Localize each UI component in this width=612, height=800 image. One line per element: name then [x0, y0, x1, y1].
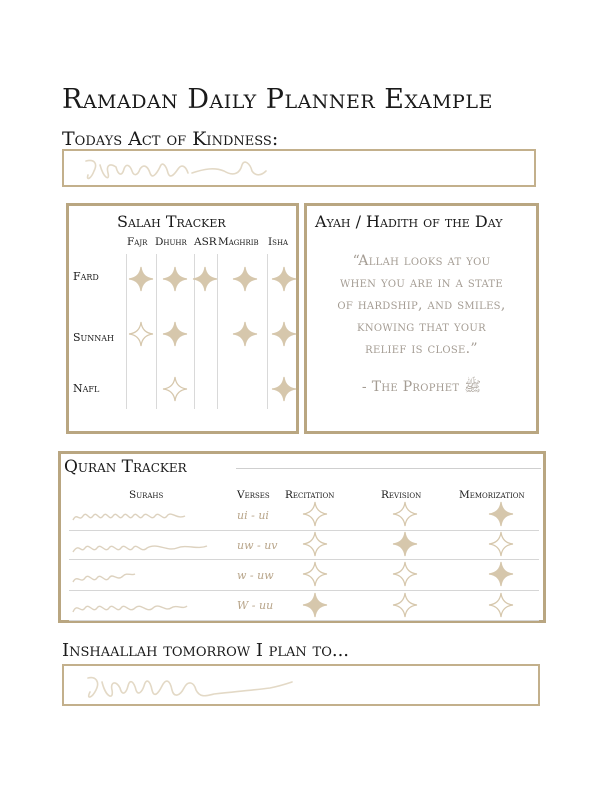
- quote-line: when you are in a state: [339, 275, 504, 291]
- ayah-hadith-panel: [304, 203, 539, 434]
- prayer-fajr-label: Fajr: [127, 236, 148, 248]
- salah-sparkle-icon[interactable]: [162, 321, 188, 347]
- salah-sparkle-icon[interactable]: [128, 266, 154, 292]
- quran-tracker-title: Quran Tracker: [64, 457, 187, 477]
- page-title: Ramadan Daily Planner Example: [62, 84, 493, 115]
- memorization-sparkle-icon[interactable]: [488, 531, 514, 557]
- salah-sparkle-icon[interactable]: [192, 266, 218, 292]
- recitation-sparkle-icon[interactable]: [302, 561, 328, 587]
- col-recitation-header: Recitation: [285, 489, 335, 501]
- memorization-sparkle-icon[interactable]: [488, 501, 514, 527]
- handwriting-scribble: [64, 151, 538, 189]
- kindness-label: Todays Act of Kindness:: [62, 128, 279, 150]
- prayer-isha-label: Isha: [268, 236, 289, 248]
- revision-sparkle-icon[interactable]: [392, 561, 418, 587]
- salah-sparkle-icon[interactable]: [271, 266, 297, 292]
- column-divider: [156, 254, 157, 409]
- salah-row-fard-label: Fard: [73, 270, 99, 283]
- quote-line: “Allah looks at you: [352, 253, 491, 269]
- verse-range: uw - uv: [237, 539, 278, 552]
- salah-tracker-panel: [66, 203, 299, 434]
- verse-range: ui - ui: [237, 509, 269, 522]
- prayer-maghrib-label: Maghrib: [218, 236, 259, 248]
- salah-tracker-title: Salah Tracker: [117, 212, 226, 231]
- recitation-sparkle-icon[interactable]: [302, 592, 328, 618]
- salah-sparkle-icon[interactable]: [232, 321, 258, 347]
- revision-sparkle-icon[interactable]: [392, 531, 418, 557]
- salah-sparkle-icon[interactable]: [232, 266, 258, 292]
- quote-line: relief is close.”: [365, 341, 478, 357]
- verse-range: W - uu: [237, 599, 274, 612]
- salah-sparkle-icon[interactable]: [162, 266, 188, 292]
- salah-sparkle-icon[interactable]: [271, 321, 297, 347]
- plan-label: Inshaallah tomorrow I plan to...: [62, 640, 350, 661]
- column-divider: [126, 254, 127, 409]
- recitation-sparkle-icon[interactable]: [302, 501, 328, 527]
- memorization-sparkle-icon[interactable]: [488, 561, 514, 587]
- quran-tracker-panel: [58, 451, 546, 623]
- verse-range: w - uw: [237, 569, 274, 582]
- ayah-hadith-title: Ayah / Hadith of the Day: [315, 212, 503, 231]
- col-surahs-header: Surahs: [129, 489, 164, 501]
- salah-sparkle-icon[interactable]: [162, 376, 188, 402]
- plan-write-box[interactable]: [62, 664, 540, 706]
- quote-line: knowing that your: [357, 319, 486, 335]
- memorization-sparkle-icon[interactable]: [488, 592, 514, 618]
- kindness-write-box[interactable]: [62, 149, 536, 187]
- salah-sparkle-icon[interactable]: [128, 321, 154, 347]
- revision-sparkle-icon[interactable]: [392, 592, 418, 618]
- salah-sparkle-icon[interactable]: [271, 376, 297, 402]
- quote-line: of hardship, and smiles,: [337, 297, 506, 313]
- salah-row-nafl-label: Nafl: [73, 382, 100, 395]
- col-revision-header: Revision: [381, 489, 422, 501]
- revision-sparkle-icon[interactable]: [392, 501, 418, 527]
- surah-name-scribbles: [67, 502, 237, 632]
- prayer-dhuhr-label: Dhuhr: [155, 236, 187, 248]
- prayer-asr-label: ASR: [194, 236, 217, 248]
- title-rule: [236, 468, 541, 469]
- col-verses-header: Verses: [237, 489, 270, 501]
- salah-row-sunnah-label: Sunnah: [73, 331, 115, 344]
- col-memorization-header: Memorization: [459, 489, 525, 501]
- recitation-sparkle-icon[interactable]: [302, 531, 328, 557]
- handwriting-scribble: [64, 666, 542, 708]
- quote-attribution: - The Prophet ﷺ: [361, 379, 482, 395]
- column-divider: [267, 254, 268, 409]
